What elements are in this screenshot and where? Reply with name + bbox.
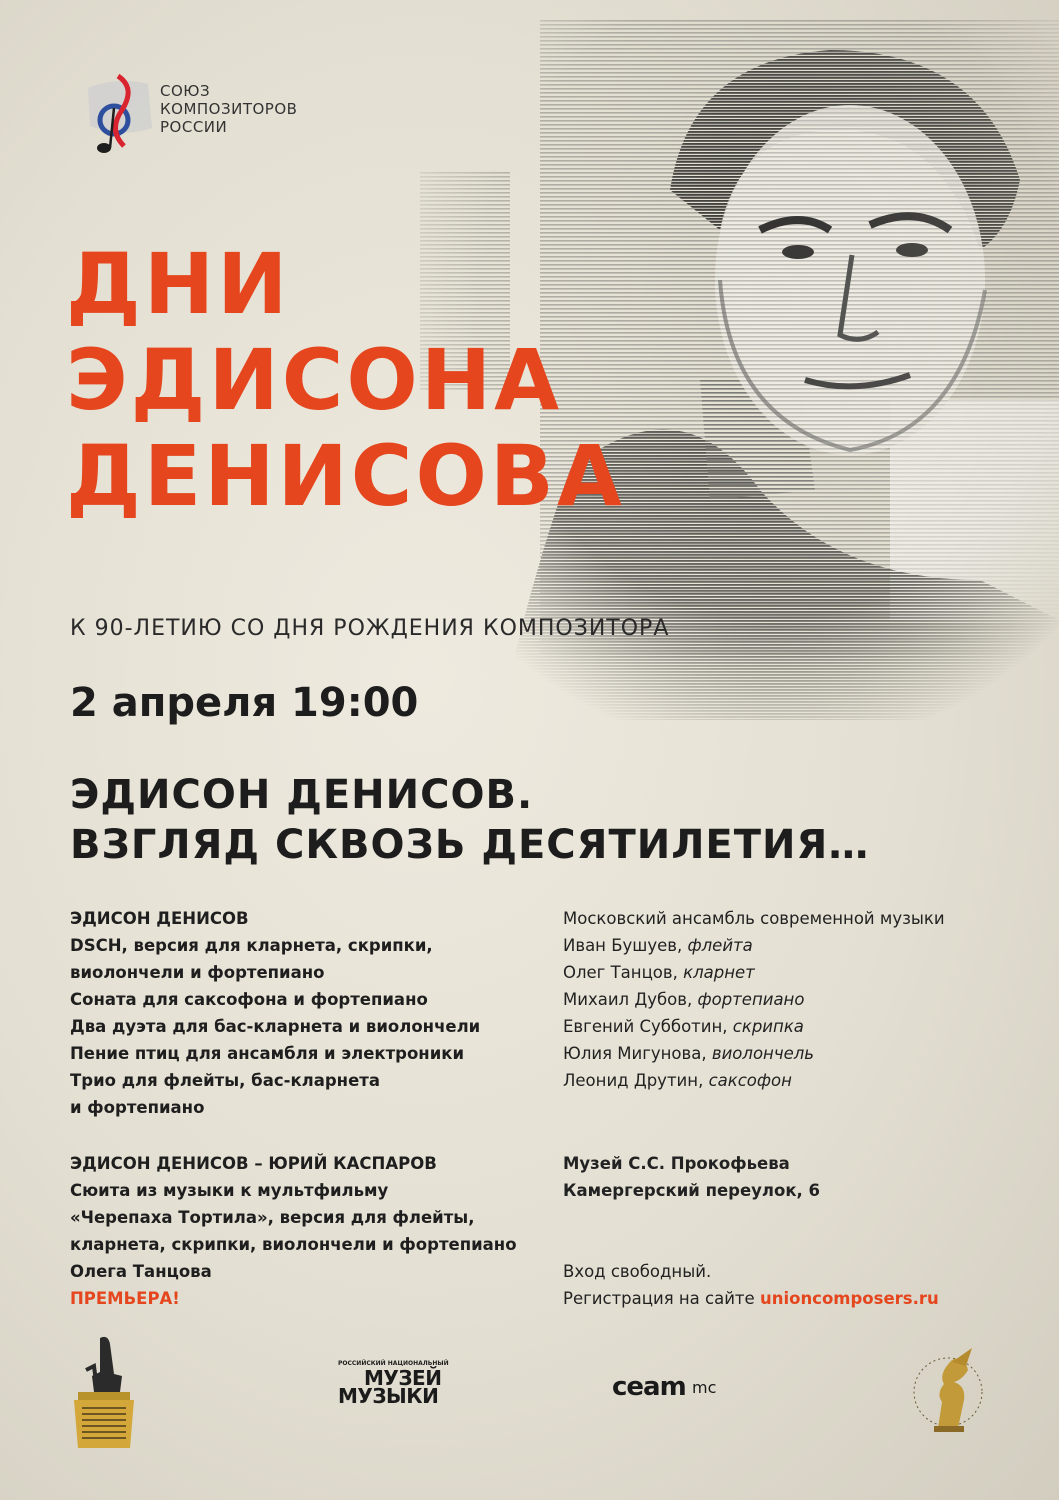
subtitle: К 90-ЛЕТИЮ СО ДНЯ РОЖДЕНИЯ КОМПОЗИТОРА [70,616,670,641]
entry-free: Вход свободный. [563,1262,712,1281]
work-title: Два дуэта [70,1017,167,1036]
performer-role: флейта [687,936,753,955]
ceamc-sub: mc [692,1378,717,1397]
performer [563,986,945,1013]
work-title: Трио [70,1071,116,1090]
ceamc-logo [612,1372,762,1402]
program-work [70,1177,517,1204]
union-line: СОЮЗ [160,82,211,100]
title-line: ДНИ [66,235,291,333]
program-work [70,1013,480,1040]
performer-name: Иван Бушуев, [563,936,688,955]
program-composer: ЭДИСОН ДЕНИСОВ – ЮРИЙ КАСПАРОВ [70,1154,437,1173]
union-line: РОССИИ [160,118,228,136]
gnesin-academy-logo [908,1340,988,1440]
performer [563,1040,945,1067]
museum-of-music-logo [338,1360,448,1418]
work-desc-cont: Олега Танцова [70,1262,212,1281]
program-composer: ЭДИСОН ДЕНИСОВ [70,909,249,928]
work-title: Сюита [70,1181,131,1200]
museum-word: МУЗЕЙ [364,1366,442,1390]
work-desc: для саксофона и фортепиано [136,990,428,1009]
concert-title-line: ЭДИСОН ДЕНИСОВ. [70,772,534,818]
performer [563,1013,945,1040]
festival-title [66,236,625,524]
performer [563,1067,945,1094]
performer-name: Евгений Субботин, [563,1017,733,1036]
concert-title [70,770,869,870]
work-desc: для бас-кларнета и виолончели [166,1017,481,1036]
performer-role: виолончель [711,1044,815,1063]
program-work [70,1067,480,1094]
venue-block [563,1150,820,1204]
performer-role: скрипка [732,1017,804,1036]
work-desc-cont: виолончели и фортепиано [70,963,325,982]
performer [563,959,945,986]
entry-info [563,1258,939,1312]
performer-role: кларнет [683,963,755,982]
performers-list [563,905,945,1094]
museum-small-text: РОССИЙСКИЙ НАЦИОНАЛЬНЫЙ [338,1360,449,1367]
work-desc: для флейты, бас-кларнета [115,1071,380,1090]
performer-name: Леонид Друтин, [563,1071,709,1090]
performer [563,932,945,959]
work-title: DSCH [70,936,122,955]
work-desc: для ансамбля и электроники [179,1044,465,1063]
work-desc-cont: кларнета, скрипки, виолончели и фортепиано [70,1235,517,1254]
premiere-badge: ПРЕМЬЕРА! [70,1289,180,1308]
program-work [70,932,480,959]
venue-address: Камергерский переулок, 6 [563,1181,821,1200]
work-title: Соната [70,990,137,1009]
venue-name: Музей С.С. Прокофьева [563,1154,790,1173]
program-work [70,1040,480,1067]
union-composers-name [160,82,297,136]
title-line: ЭДИСОНА [66,331,563,429]
title-line: ДЕНИСОВА [66,427,625,525]
work-desc: из музыки к мультфильму [130,1181,389,1200]
concert-date: 2 апреля 19:00 [70,680,419,726]
performer-name: Михаил Дубов, [563,990,698,1009]
work-desc-cont: и фортепиано [70,1098,205,1117]
work-title: Пение птиц [70,1044,180,1063]
program-block-2 [70,1150,517,1312]
performer-name: Олег Танцов, [563,963,684,982]
registration-line [563,1285,939,1312]
work-desc: , версия для кларнета, скрипки, [121,936,433,955]
music-word: МУЗЫКИ [338,1384,439,1408]
performer-role: саксофон [708,1071,792,1090]
registration-prefix: Регистрация на сайте [563,1289,760,1308]
program-work [70,986,480,1013]
concert-title-line: ВЗГЛЯД СКВОЗЬ ДЕСЯТИЛЕТИЯ… [70,822,870,868]
performer-name: Юлия Мигунова, [563,1044,712,1063]
conservatory-logo [64,1330,144,1450]
registration-link[interactable]: unioncomposers.ru [759,1289,939,1308]
union-line: КОМПОЗИТОРОВ [160,100,298,118]
work-desc-cont: «Черепаха Тортила», версия для флейты, [70,1208,475,1227]
performer-role: фортепиано [697,990,805,1009]
ceamc-text: ceam [612,1372,686,1402]
ensemble-name: Московский ансамбль современной музыки [563,909,945,928]
program-block-1 [70,905,480,1121]
